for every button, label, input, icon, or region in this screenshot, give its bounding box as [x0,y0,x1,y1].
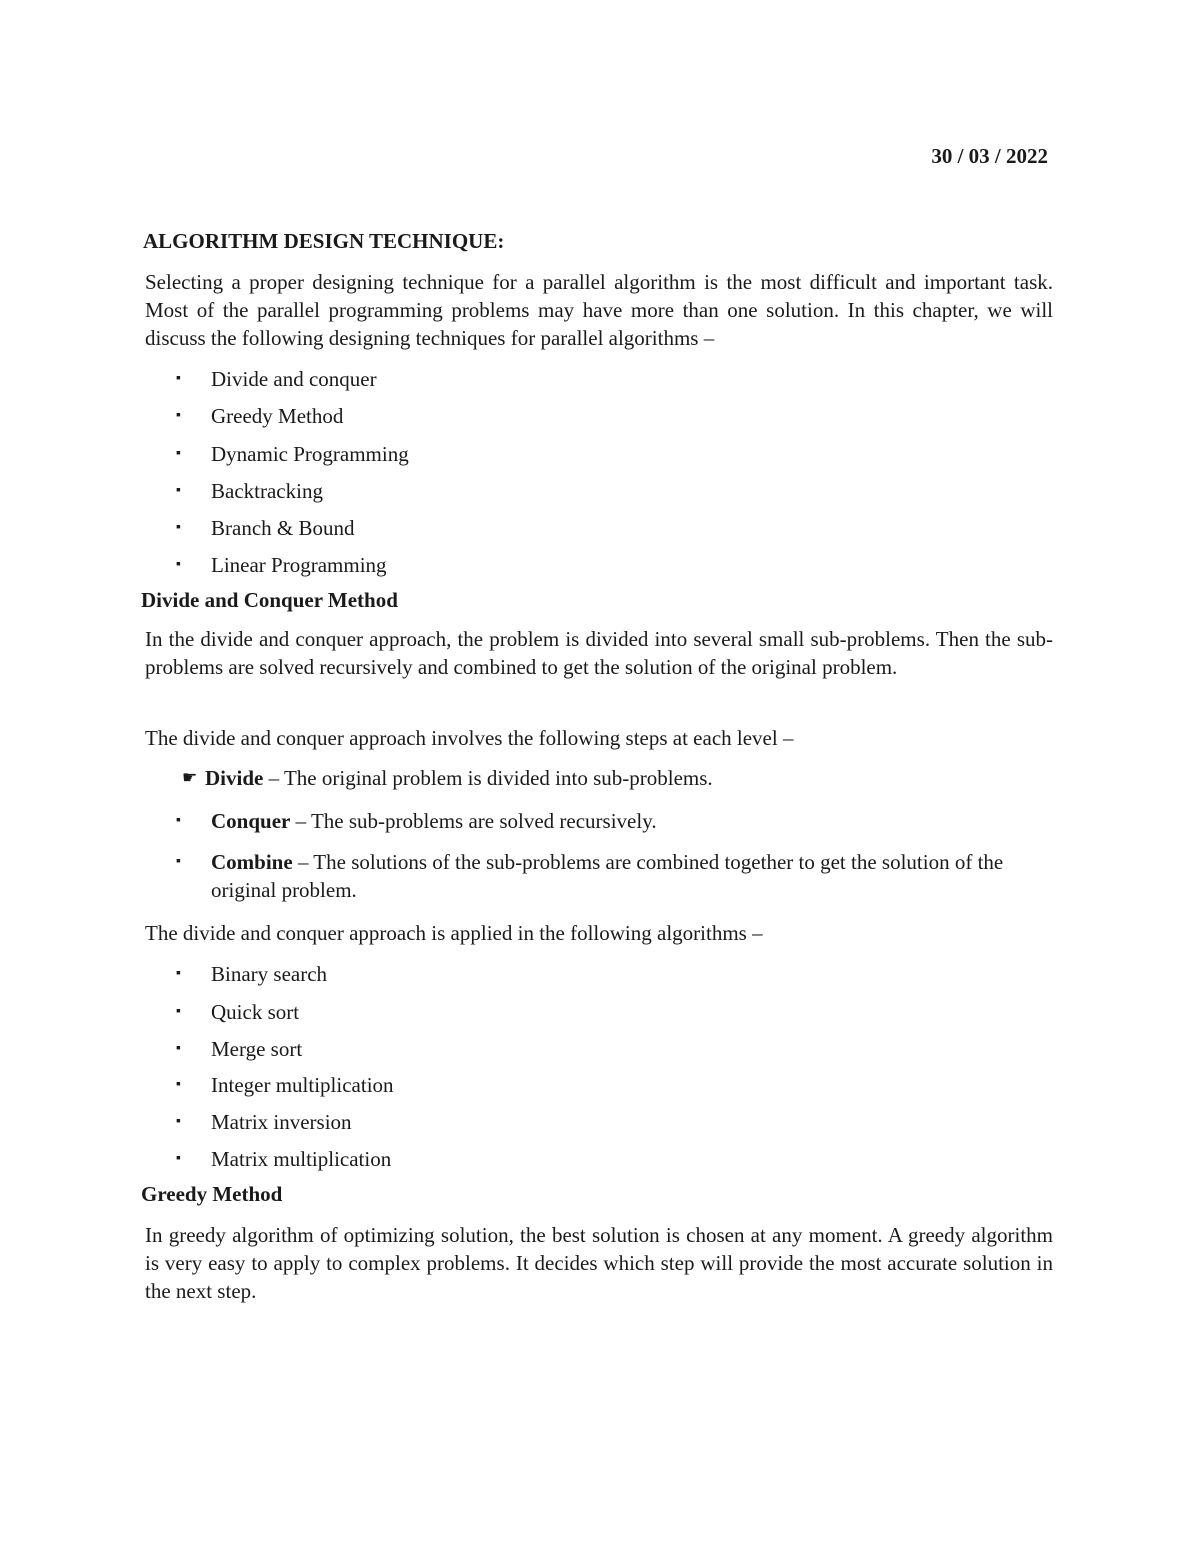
page-title: ALGORITHM DESIGN TECHNIQUE: [143,229,505,253]
bullet-icon: ▪ [176,557,181,572]
technique-label: Dynamic Programming [211,442,409,466]
bullet-icon: ▪ [176,1114,181,1129]
step-text [211,807,1053,835]
step-text [211,848,1053,904]
bullet-icon: ▪ [176,408,181,423]
divide-section-title: Divide and Conquer Method [141,588,398,612]
step-term: Conquer [211,809,291,833]
algorithm-label: Matrix inversion [211,1110,352,1134]
bullet-icon: ▪ [176,1004,181,1019]
greedy-paragraph: In greedy algorithm of optimizing solution, the best solution is chosen at any moment. A greedy algorithm is very easy to apply to complex problems. It decides which step will provide the most accurate solution in the next step. [145,1223,1053,1303]
document-date: 30 / 03 / 2022 [931,144,1048,168]
divide-paragraph-3: The divide and conquer approach is applied in the following algorithms – [145,921,763,945]
bullet-icon: ▪ [176,813,181,828]
technique-label: Divide and conquer [211,367,377,391]
bullet-icon: ▪ [176,1151,181,1166]
technique-label: Branch & Bound [211,516,355,540]
intro-paragraph: Selecting a proper designing technique for a parallel algorithm is the most difficult and important task. Most of the parallel programming problems may have more than one solution. In this chapter, we will discuss the following designing techniques for parallel algorithms – [145,270,1053,350]
algorithm-label: Merge sort [211,1037,303,1061]
bullet-icon: ▪ [176,520,181,535]
divide-paragraph-1: In the divide and conquer approach, the problem is divided into several small sub-problems. Then the sub-problems are solved recursively and combined to get the solution of the original problem. [145,627,1053,679]
bullet-icon: ▪ [176,371,181,386]
bullet-icon: ▪ [176,483,181,498]
step-text [205,764,1047,792]
algorithm-label: Integer multiplication [211,1073,394,1097]
technique-label: Backtracking [211,479,323,503]
algorithm-label: Quick sort [211,1000,300,1024]
technique-label: Linear Programming [211,553,387,577]
algorithm-label: Matrix multiplication [211,1147,392,1171]
bullet-icon: ▪ [176,854,181,869]
bullet-icon: ▪ [176,1041,181,1056]
step-term: Combine [211,850,293,874]
divide-paragraph-2: The divide and conquer approach involves the following steps at each level – [145,726,794,750]
bullet-icon: ▪ [176,446,181,461]
step-description: – The original problem is divided into sub-problems. [263,766,713,790]
bullet-icon: ▪ [176,966,181,981]
technique-label: Greedy Method [211,404,344,428]
pointing-hand-icon: ☛ [182,768,198,787]
step-term: Divide [205,766,264,790]
greedy-section-title: Greedy Method [141,1182,283,1206]
step-description: – The sub-problems are solved recursively. [290,809,657,833]
bullet-icon: ▪ [176,1077,181,1092]
algorithm-label: Binary search [211,962,328,986]
step-description: – The solutions of the sub-problems are combined together to get the solution of the original problem. [211,850,1004,902]
